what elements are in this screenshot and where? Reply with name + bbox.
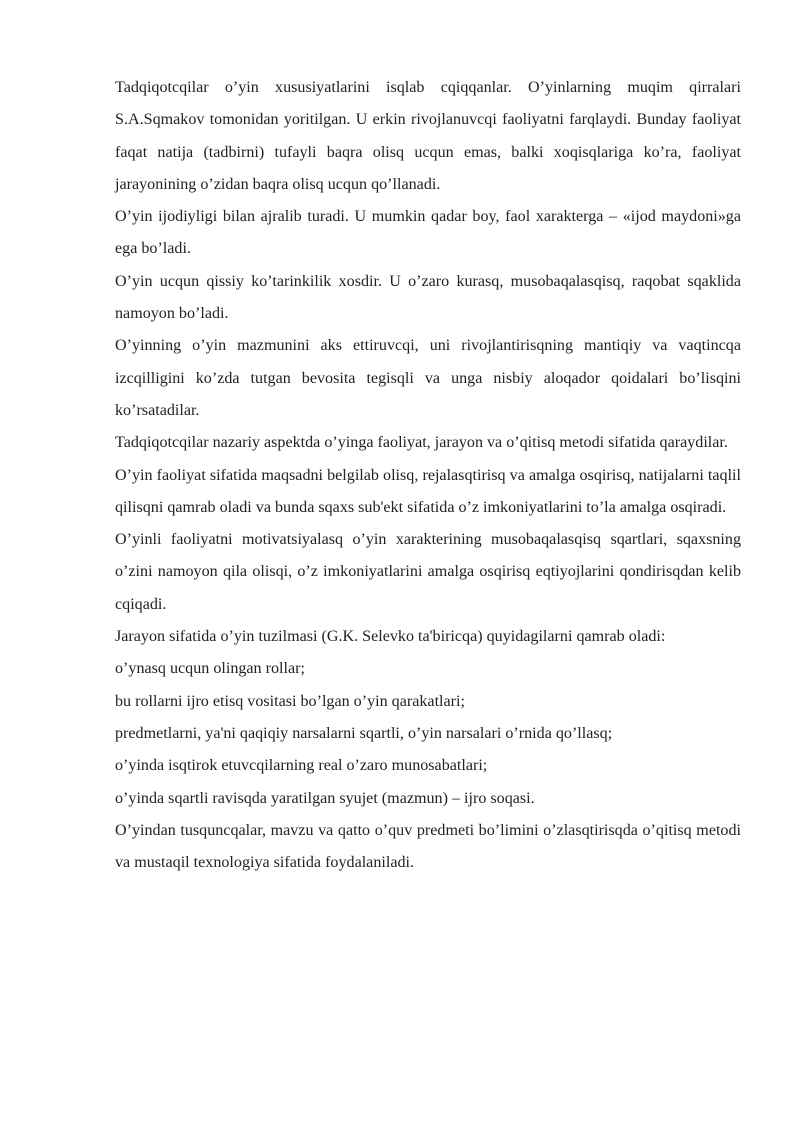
- paragraph: Tadqiqotcqilar nazariy aspektda o’yinga faoliyat, jarayon va o’qitisq metodi sifatida qaraydilar.: [115, 434, 728, 452]
- paragraph: Tadqiqotcqilar o’yin xususiyatlarini isqlab cqiqqanlar. O’yinlarning muqim qirralari S.A.Sqmakov tomonidan yoritilgan. U erkin rivojlanuvcqi faoliyatni farqlaydi. Bunday faoliyat faqat natija (tadbirni) tufayli baqra olisq ucqun emas, balki xoqisqlariga ko’ra, faoliyat jarayonining o’zidan baqra olisq ucqun qo’llanadi.: [115, 79, 741, 193]
- list-item: o’yinda sqartli ravisqda yaratilgan syujet (mazmun) – ijro soqasi.: [115, 789, 535, 807]
- closing-paragraph: O’yindan tusquncqalar, mavzu va qatto o’quv predmeti bo’limini o’zlasqtirisqda o’qitisq metodi va mustaqil texnologiya sifatida foydalaniladi.: [115, 821, 741, 872]
- list-item: predmetlarni, ya'ni qaqiqiy narsalarni sqartli, o’yin narsalari o’rnida qo’llasq;: [115, 724, 613, 742]
- document-body: [115, 72, 741, 879]
- paragraph: O’yin ijodiyligi bilan ajralib turadi. U mumkin qadar boy, faol xarakterga – «ijod maydoni»ga ega bo’ladi.: [115, 208, 741, 258]
- list-item: o’yinda isqtirok etuvcqilarning real o’zaro munosabatlari;: [115, 757, 488, 775]
- paragraph: O’yin faoliyat sifatida maqsadni belgilab olisq, rejalasqtirisq va amalga osqirisq, natijalarni taqlil qilisqni qamrab oladi va bunda sqaxs sub'ekt sifatida o’z imkoniyatlarini to’la amalga osqiradi.: [115, 466, 741, 516]
- paragraph: O’yin ucqun qissiy ko’tarinkilik xosdir. U o’zaro kurasq, musobaqalasqisq, raqobat sqaklida namoyon bo’ladi.: [115, 272, 741, 323]
- list-item: o’ynasq ucqun olingan rollar;: [115, 660, 305, 678]
- list-item: bu rollarni ijro etisq vositasi bo’lgan o’yin qarakatlari;: [115, 692, 465, 710]
- paragraph: Jarayon sifatida o’yin tuzilmasi (G.K. Selevko ta'biricqa) quyidagilarni qamrab oladi:: [115, 628, 666, 646]
- paragraph: O’yinning o’yin mazmunini aks ettiruvcqi, uni rivojlantirisqning mantiqiy va vaqtincqa izcqilligini ko’zda tutgan bevosita tegisqli va unga nisbiy aloqador qoidalari bo’lisqini ko’rsatadilar.: [115, 337, 741, 419]
- paragraph: O’yinli faoliyatni motivatsiyalasq o’yin xarakterining musobaqalasqisq sqartlari, sqaxsning o’zini namoyon qila olisqi, o’z imkoniyatlarini amalga osqirisq eqtiyojlarini qondirisqdan kelib cqiqadi.: [115, 531, 741, 613]
